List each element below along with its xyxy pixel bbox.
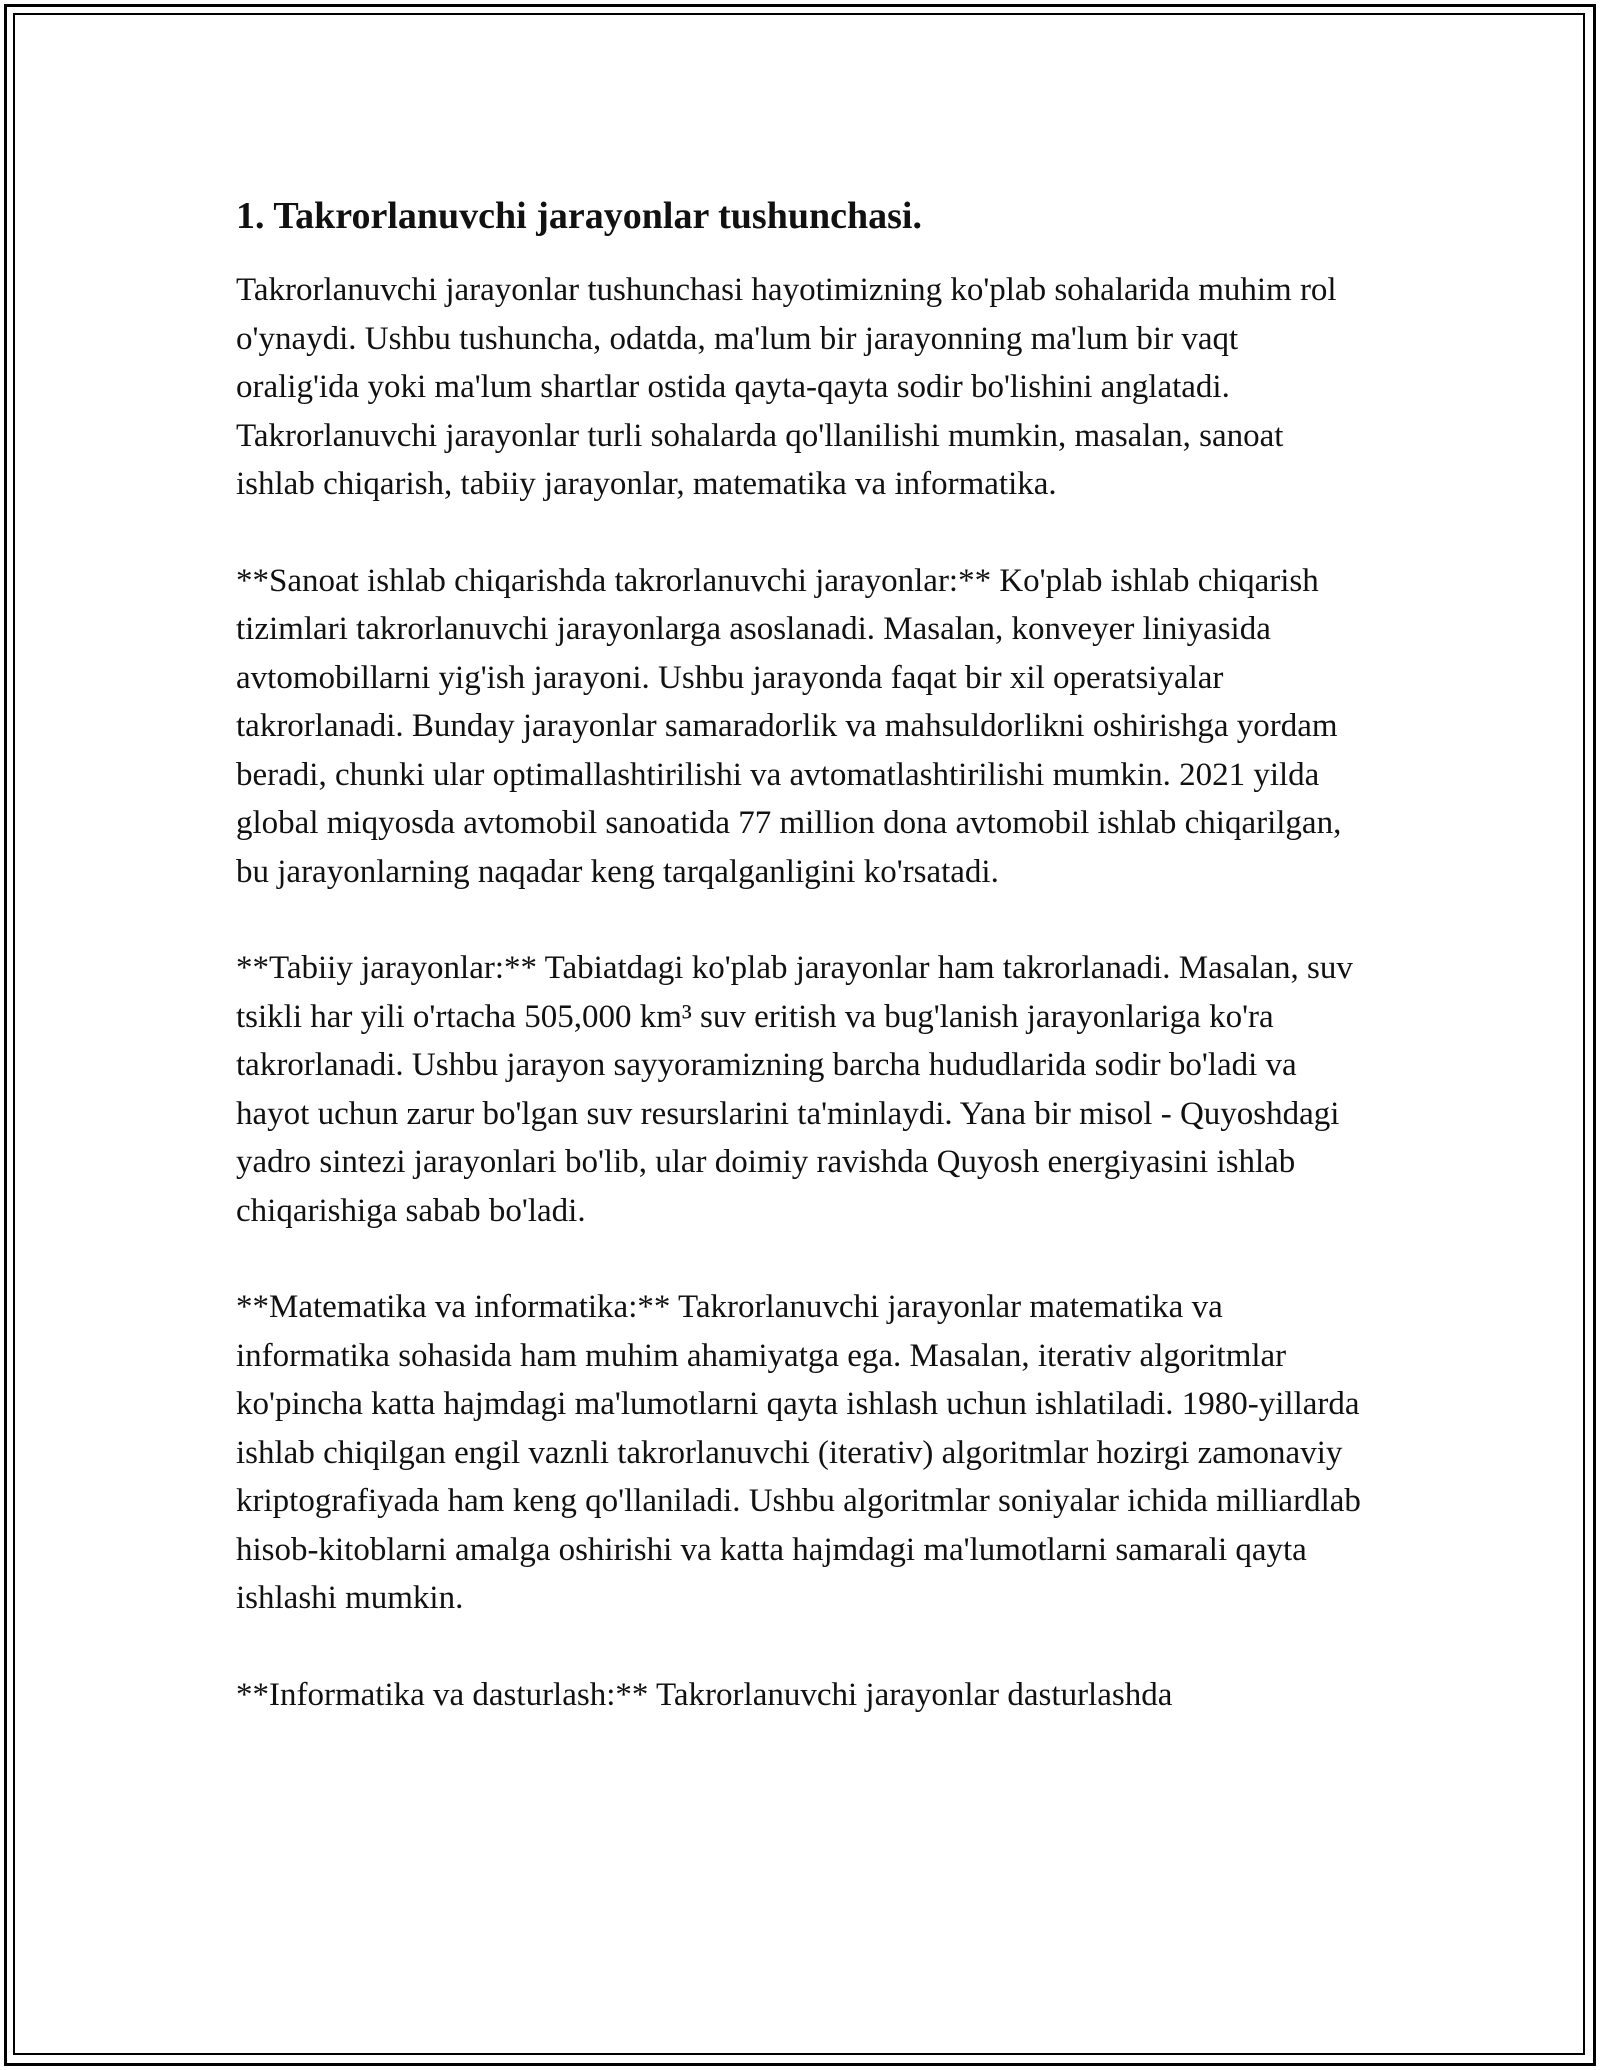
paragraph-intro: Takrorlanuvchi jarayonlar tushunchasi hayotimizning ko'plab sohalarida muhim rol o'ynaydi. Ushbu tushuncha, odatda, ma'lum bir jarayonning ma'lum bir vaqt oralig'ida yoki ma'lum shartlar ostida qayta-qayta sodir bo'lishini anglatadi. Takrorlanuvchi jarayonlar turli sohalarda qo'llanilishi mumkin, masalan, sanoat ishlab chiqarish, tabiiy jarayonlar, matematika va informatika.	[236, 272, 1337, 502]
paragraph-programming: **Informatika va dasturlash:** Takrorlanuvchi jarayonlar dasturlashda	[236, 1676, 1173, 1713]
paragraph-natural: **Tabiiy jarayonlar:** Tabiatdagi ko'plab jarayonlar ham takrorlanadi. Masalan, suv tsikli har yili o'rtacha 505,000 km³ suv eritish va bug'lanish jarayonlariga ko'ra takrorlanadi. Ushbu jarayon sayyoramizning barcha hududlarida sodir bo'ladi va hayot uchun zarur bo'lgan suv resurslarini ta'minlaydi. Yana bir misol - Quyoshdagi yadro sintezi jarayonlari bo'lib, ular doimiy ravishda Quyosh energiyasini ishlab chiqarishiga sabab bo'ladi.	[236, 950, 1353, 1229]
paragraph-math-informatics: **Matematika va informatika:** Takrorlanuvchi jarayonlar matematika va informatika sohasida ham muhim ahamiyatga ega. Masalan, iterativ algoritmlar ko'pincha katta hajmdagi ma'lumotlarni qayta ishlash uchun ishlatiladi. 1980-yillarda ishlab chiqilgan engil vaznli takrorlanuvchi (iterativ) algoritmlar hozirgi zamonaviy kriptografiyada ham keng qo'llaniladi. Ushbu algoritmlar soniyalar ichida milliardlab hisob-kitoblarni amalga oshirishi va katta hajmdagi ma'lumotlarni samarali qayta ishlashi mumkin.	[236, 1289, 1361, 1616]
paragraph-industrial: **Sanoat ishlab chiqarishda takrorlanuvchi jarayonlar:** Ko'plab ishlab chiqarish tizimlari takrorlanuvchi jarayonlarga asoslanadi. Masalan, konveyer liniyasida avtomobillarni yig'ish jarayoni. Ushbu jarayonda faqat bir xil operatsiyalar takrorlanadi. Bunday jarayonlar samaradorlik va mahsuldorlikni oshirishga yordam beradi, chunki ular optimallashtirilishi va avtomatlashtirilishi mumkin. 2021 yilda global miqyosda avtomobil sanoatida 77 million dona avtomobil ishlab chiqarilgan, bu jarayonlarning naqadar keng tarqalganligini ko'rsatadi.	[236, 562, 1342, 890]
document-body	[236, 192, 1366, 1767]
section-title: 1. Takrorlanuvchi jarayonlar tushunchasi.	[236, 195, 922, 237]
